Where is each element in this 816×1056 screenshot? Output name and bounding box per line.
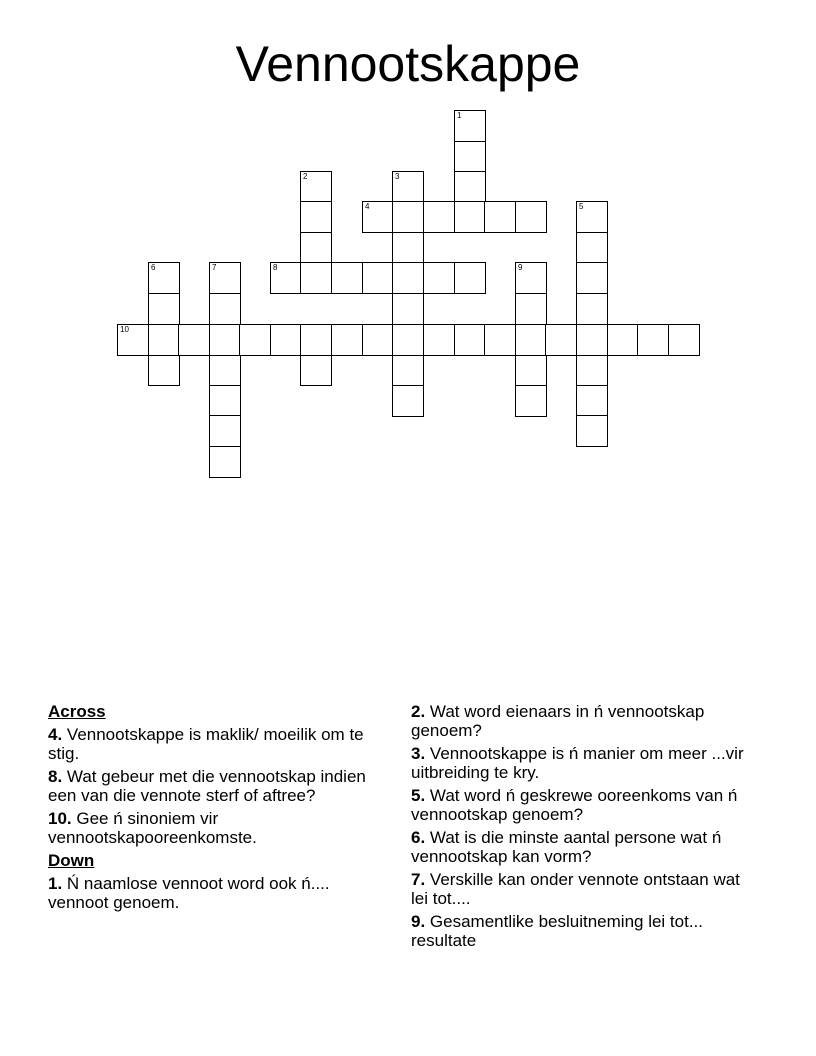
grid-cell-6[interactable]: [148, 262, 180, 294]
grid-cell[interactable]: [392, 201, 424, 233]
across-heading: Across: [48, 702, 106, 721]
grid-cell[interactable]: [576, 232, 608, 264]
clue-text: Verskille kan onder vennote ontstaan wat lei tot....: [411, 870, 740, 908]
down-heading: Down: [48, 851, 95, 870]
clue-across-4: [48, 725, 388, 763]
grid-cell[interactable]: [300, 201, 332, 233]
grid-cell[interactable]: [300, 232, 332, 264]
clue-text: Vennootskappe is maklik/ moeilik om te stig.: [48, 725, 364, 763]
grid-cell[interactable]: [392, 354, 424, 386]
clue-down-7: [411, 870, 751, 908]
grid-cell[interactable]: [209, 324, 241, 356]
grid-cell[interactable]: [209, 354, 241, 386]
grid-cell[interactable]: [239, 324, 271, 356]
grid-cell[interactable]: [178, 324, 210, 356]
grid-cell[interactable]: [454, 141, 486, 173]
grid-cell[interactable]: [209, 446, 241, 478]
clue-number-label: 3: [395, 172, 400, 181]
clue-text: Ń naamlose vennoot word ook ń.... vennoot genoem.: [48, 874, 330, 912]
clue-down-3: [411, 744, 751, 782]
grid-cell[interactable]: [576, 385, 608, 417]
grid-cell[interactable]: [576, 354, 608, 386]
clue-across-10: [48, 809, 388, 847]
clue-number-label: 8: [273, 263, 278, 272]
clue-text: Gesamentlike besluitneming lei tot... resultate: [411, 912, 704, 950]
grid-cell[interactable]: [423, 262, 455, 294]
clue-text: Wat gebeur met die vennootskap indien een van die vennote sterf of aftree?: [48, 767, 366, 805]
clue-number-label: 4: [365, 202, 370, 211]
grid-cell[interactable]: [331, 262, 363, 294]
clue-number-label: 2: [303, 172, 308, 181]
grid-cell-4[interactable]: [362, 201, 394, 233]
grid-cell[interactable]: [576, 262, 608, 294]
grid-cell[interactable]: [392, 385, 424, 417]
grid-cell[interactable]: [576, 324, 608, 356]
clue-text: Wat word eienaars in ń vennootskap genoem?: [411, 702, 705, 740]
grid-cell-10[interactable]: [117, 324, 149, 356]
clue-text: Wat is die minste aantal persone wat ń vennootskap kan vorm?: [411, 828, 722, 866]
grid-cell[interactable]: [392, 262, 424, 294]
grid-cell[interactable]: [515, 201, 547, 233]
grid-cell[interactable]: [392, 232, 424, 264]
grid-cell[interactable]: [331, 324, 363, 356]
grid-cell[interactable]: [515, 293, 547, 325]
grid-cell[interactable]: [148, 354, 180, 386]
clue-down-5: [411, 786, 751, 824]
grid-cell[interactable]: [392, 293, 424, 325]
grid-cell[interactable]: [423, 201, 455, 233]
grid-cell-3[interactable]: [392, 171, 424, 203]
clue-number-label: 9: [518, 263, 523, 272]
clue-number: 3.: [411, 744, 426, 763]
grid-cell-8[interactable]: [270, 262, 302, 294]
grid-cell[interactable]: [300, 324, 332, 356]
grid-cell[interactable]: [300, 354, 332, 386]
grid-cell[interactable]: [362, 324, 394, 356]
grid-cell-7[interactable]: [209, 262, 241, 294]
grid-cell[interactable]: [423, 324, 455, 356]
grid-cell-9[interactable]: [515, 262, 547, 294]
grid-cell[interactable]: [576, 293, 608, 325]
clues-right-column: [411, 702, 751, 954]
clue-number: 5.: [411, 786, 426, 805]
grid-cell[interactable]: [545, 324, 577, 356]
clue-text: Gee ń sinoniem vir vennootskapooreenkomste.: [48, 809, 257, 847]
clue-text: Vennootskappe is ń manier om meer ...vir uitbreiding te kry.: [411, 744, 744, 782]
grid-cell[interactable]: [454, 171, 486, 203]
grid-cell[interactable]: [515, 324, 547, 356]
clue-number: 10.: [48, 809, 72, 828]
grid-cell[interactable]: [454, 262, 486, 294]
grid-cell[interactable]: [148, 293, 180, 325]
grid-cell[interactable]: [576, 415, 608, 447]
grid-cell[interactable]: [484, 201, 516, 233]
grid-cell[interactable]: [209, 293, 241, 325]
grid-cell[interactable]: [362, 262, 394, 294]
clue-number-label: 10: [120, 325, 129, 334]
grid-cell[interactable]: [270, 324, 302, 356]
grid-cell[interactable]: [515, 354, 547, 386]
clue-number: 9.: [411, 912, 426, 931]
clues-left-column: [48, 702, 388, 916]
clue-number-label: 5: [579, 202, 584, 211]
clue-text: Wat word ń geskrewe ooreenkoms van ń vennootskap genoem?: [411, 786, 738, 824]
clue-number-label: 7: [212, 263, 217, 272]
grid-cell[interactable]: [607, 324, 639, 356]
puzzle-title: Vennootskappe: [235, 36, 581, 92]
clue-down-6: [411, 828, 751, 866]
clue-down-2: [411, 702, 751, 740]
clue-number: 6.: [411, 828, 426, 847]
grid-cell-5[interactable]: [576, 201, 608, 233]
clue-number: 2.: [411, 702, 426, 721]
grid-cell[interactable]: [454, 201, 486, 233]
clue-number: 7.: [411, 870, 426, 889]
clue-number-label: 6: [151, 263, 156, 272]
grid-cell[interactable]: [668, 324, 700, 356]
grid-cell[interactable]: [454, 324, 486, 356]
grid-cell[interactable]: [209, 385, 241, 417]
grid-cell[interactable]: [392, 324, 424, 356]
clue-number: 8.: [48, 767, 63, 786]
clue-down-1: [48, 874, 388, 912]
grid-cell[interactable]: [209, 415, 241, 447]
clue-number: 1.: [48, 874, 63, 893]
clue-number-label: 1: [457, 111, 462, 120]
grid-cell[interactable]: [148, 324, 180, 356]
clue-down-9: [411, 912, 751, 950]
grid-cell[interactable]: [300, 262, 332, 294]
grid-cell[interactable]: [515, 385, 547, 417]
grid-cell[interactable]: [637, 324, 669, 356]
clue-across-8: [48, 767, 388, 805]
grid-cell[interactable]: [484, 324, 516, 356]
grid-cell-1[interactable]: [454, 110, 486, 142]
clue-number: 4.: [48, 725, 63, 744]
grid-cell-2[interactable]: [300, 171, 332, 203]
